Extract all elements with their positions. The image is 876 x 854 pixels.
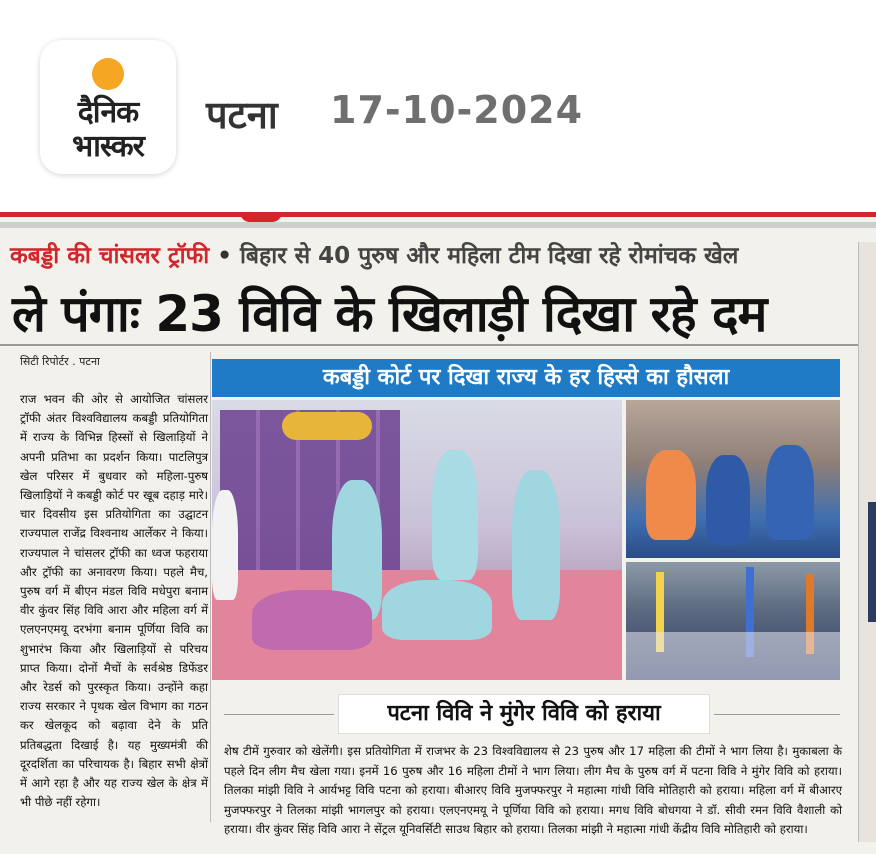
column-divider — [210, 352, 211, 822]
top-gray-rule — [0, 222, 876, 228]
subhead-rule-right — [714, 714, 840, 715]
adjacent-column-rule — [858, 242, 859, 842]
kicker-topic: कबड्डी की चांसलर ट्रॉफी — [10, 243, 210, 269]
edition-date: 17-10-2024 — [330, 88, 584, 132]
sun-icon — [92, 58, 124, 90]
adjacent-photo-edge — [868, 502, 876, 622]
player-figure — [382, 580, 492, 640]
article-body-column: राज भवन की ओर से आयोजित चांसलर ट्रॉफी अंतर विश्वविद्यालय कबड्डी प्रतियोगिता में राज्य के विभिन्न हिस्सों से खिलाड़ियों ने अपनी प्रतिभा का प्रदर्शन किया। पाटलिपुत्र खेल परिसर में बुधवार को महिला-पुरुष खिलाड़ियों ने कबड्डी कोर्ट पर खूब दहाड़ मारे। चार दिवसीय इस प्रतियोगिता का उद्घाटन राज्यपाल राजेंद्र विश्वनाथ आर्लेकर ने किया। राज्यपाल ने चांसलर ट्रॉफी का ध्वज फहराया और ट्रॉफी का अनावरण किया। पहले मैच, पुरुष वर्ग में बीएन मंडल विवि मधेपुरा बनाम वीर कुंवर सिंह विवि आरा और महिला वर्ग में एलएनएमयू दरभंगा बनाम पूर्णिया विवि का शुभारंभ किया और खिलाड़ियों से परिचय प्राप्त किया। दोनों मैचों के सर्वश्रेष्ठ डिफेंडर और रेडर्स को पुरस्कृत किया। उन्होंने कहा राज्य सरकार ने पृथक खेल विभाग का गठन कर खेलकूद को बढ़ावा देने के प्रति प्रतिबद्धता दिखाई है। यह मुख्यमंत्री की दूरदर्शिता का परिचायक है। बिहार सभी क्षेत्रों में आगे रहा है और यह राज्य खेल के क्षेत्र में भी पीछे नहीं रहेगा। — [20, 392, 208, 810]
player-figure — [432, 450, 478, 580]
top-red-rule — [0, 212, 876, 217]
headline-divider — [0, 344, 876, 346]
player-figure — [706, 455, 750, 545]
kabaddi-main-photo — [212, 400, 622, 680]
newspaper-clipping — [0, 212, 876, 854]
mens-match-photo — [626, 400, 840, 558]
dainik-bhaskar-logo — [40, 40, 176, 174]
match-results-text: शेष टीमें गुरुवार को खेलेंगी। इस प्रतियोगिता में राजभर के 23 विश्वविद्यालय से 23 पुरुष और 17 महिला की टीमों ने भाग लिया है। मुकाबला के पहले दिन लीग मैच खेला गया। इनमें 16 पुरुष और 16 महिला टीमों ने भाग लिया। लीग मैच के पुरुष वर्ग में पटना विवि ने मुंगेर विवि को हराया। तिलका मांझी विवि ने आर्यभट्ट विवि पटना को हराया। बीआरए विवि मुजफ्फरपुर ने महात्मा गांधी विवि मोतिहारी को हराया। महिला वर्ग में बीआरए मुजफ्फरपुर ने तिलका मांझी भागलपुर को हराया। एलएनएमयू ने पूर्णिया विवि को हराया। मगध विवि बोधगया ने डॉ. सीवी रमन विवि वैशाली को हराया। वीर कुंवर सिंह विवि आरा ने सेंट्रल यूनिवर्सिटी साउथ बिहार को हराया। तिलका मांझी ने महात्मा गांधी केंद्रीय विवि मोतिहारी को हराया। — [224, 744, 842, 836]
edition-city: पटना — [206, 93, 278, 137]
crowd-row — [626, 632, 840, 680]
photo-caption-banner: कबड्डी कोर्ट पर दिखा राज्य के हर हिस्से का हौसला — [212, 359, 840, 397]
subhead-rule-left — [224, 714, 334, 715]
player-figure — [512, 470, 560, 620]
kicker-subtitle: बिहार से 40 पुरुष और महिला टीम दिखा रहे रोमांचक खेल — [239, 243, 739, 269]
player-figure — [766, 445, 814, 540]
player-figure — [646, 450, 696, 540]
logo-line-2: भास्कर — [72, 129, 144, 164]
article-byline: सिटी रिपोर्टर . पटना — [20, 355, 100, 368]
red-notch-ornament — [240, 212, 282, 222]
kicker-bullet: • — [217, 243, 240, 269]
opening-ceremony-photo — [626, 562, 840, 680]
banner-emblem — [282, 412, 372, 440]
article-kicker — [10, 238, 738, 270]
logo-line-1: दैनिक — [77, 95, 139, 130]
article-headline: ले पंगाः 23 विवि के खिलाड़ी दिखा रहे दम — [12, 285, 767, 343]
player-figure — [212, 490, 238, 600]
sub-headline: पटना विवि ने मुंगेर विवि को हराया — [338, 694, 710, 734]
player-figure — [252, 590, 372, 650]
